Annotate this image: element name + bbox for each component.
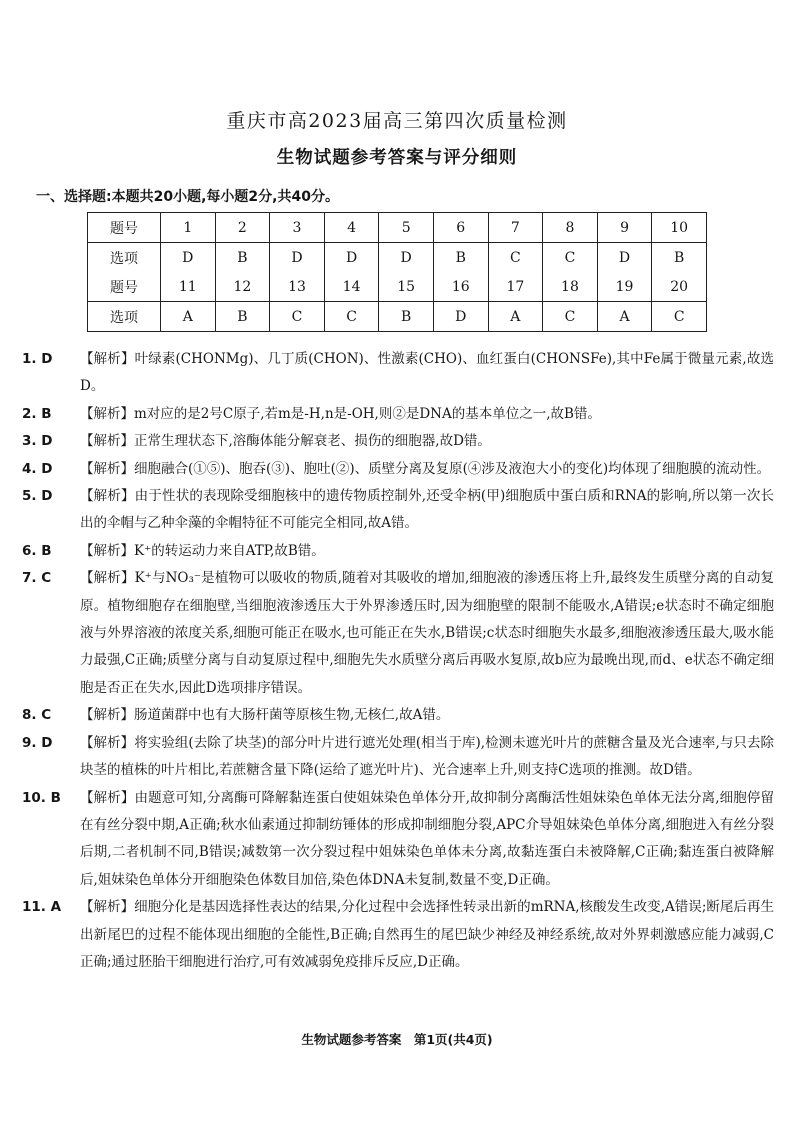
question-number-cell: 8 [543, 213, 598, 243]
explanation-item [22, 346, 774, 401]
answer-table-row-numbers-2 [88, 272, 707, 302]
answer-cell: A [161, 302, 216, 332]
question-number-cell: 15 [379, 272, 434, 302]
explanation-item [22, 401, 774, 428]
row-label-question: 题号 [88, 272, 161, 302]
question-number-cell: 3 [270, 213, 325, 243]
answer-cell: B [215, 243, 270, 273]
document-title: 重庆市高2023届高三第四次质量检测 [226, 110, 568, 132]
question-number-cell: 2 [215, 213, 270, 243]
explanation-number: 2. B [22, 405, 52, 422]
question-number-cell: 13 [270, 272, 325, 302]
answer-cell: C [324, 302, 379, 332]
explanation-text: 【解析】细胞分化是基因选择性表达的结果,分化过程中会选择性转录出新的mRNA,核酸发生改变,A错误;断尾后再生出新尾巴的过程不能体现出细胞的全能性,B正确;自然再生的尾巴缺少神经及神经系统,故对外界刺激感应能力减弱,C正确;通过胚胎干细胞进行治疗,可有效减弱免疫排斥反应,D正确。 [80, 899, 774, 970]
question-number-cell: 11 [161, 272, 216, 302]
question-number-cell: 5 [379, 213, 434, 243]
question-number-cell: 16 [433, 272, 488, 302]
explanation-text: 【解析】由题意可知,分离酶可降解黏连蛋白使姐妹染色单体分开,故抑制分离酶活性姐妹染色单体无法分离,细胞停留在有丝分裂中期,A正确;秋水仙素通过抑制纺锤体的形成抑制细胞分裂,APC介导姐妹染色单体分离,细胞进入有丝分裂后期,二者机制不同,B错误;减数第一次分裂过程中姐妹染色单体未分离,故黏连蛋白未被降解,C正确;黏连蛋白被降解后,姐妹染色单体分开细胞染色体数目加倍,染色体DNA未复制,数量不变,D正确。 [80, 789, 774, 888]
answer-cell: C [652, 302, 707, 332]
explanation-number: 6. B [22, 542, 52, 559]
answer-cell: D [270, 243, 325, 273]
question-number-cell: 9 [597, 213, 652, 243]
explanation-text: 【解析】将实验组(去除了块茎)的部分叶片进行遮光处理(相当于库),检测未遮光叶片的蔗糖含量及光合速率,与只去除块茎的植株的叶片相比,若蔗糖含量下降(运给了遮光叶片)、光合速率上升,则支持C选项的推测。故D错。 [80, 734, 774, 779]
answer-table [87, 212, 707, 332]
question-number-cell: 14 [324, 272, 379, 302]
question-number-cell: 20 [652, 272, 707, 302]
question-number-cell: 4 [324, 213, 379, 243]
question-number-cell: 1 [161, 213, 216, 243]
explanation-text: 【解析】m对应的是2号C原子,若m是-H,n是-OH,则②是DNA的基本单位之一,故B错。 [80, 405, 601, 422]
explanation-number: 9. D [22, 734, 53, 751]
answer-table-row-answers-2 [88, 302, 707, 332]
answer-cell: D [597, 243, 652, 273]
answer-cell: C [270, 302, 325, 332]
answer-table-row-answers-1 [88, 243, 707, 273]
explanation-number: 3. D [22, 433, 53, 450]
explanation-item [22, 894, 774, 976]
explanation-text: 【解析】K⁺的转运动力来自ATP,故B错。 [80, 542, 325, 559]
explanation-text: 【解析】K⁺与NO₃⁻是植物可以吸收的物质,随着对其吸收的增加,细胞液的渗透压将上升,最终发生质壁分离的自动复原。植物细胞存在细胞壁,当细胞液渗透压大于外界渗透压时,因为细胞壁的限制不能吸水,A错误;e状态时不确定细胞液与外界溶液的浓度关系,细胞可能正在吸水,也可能正在失水,B错误;c状态时细胞失水最多,细胞液渗透压最大,吸水能力最强,C正确;质壁分离与自动复原过程中,细胞先失水质壁分离后再吸水复原,故b应为最晚出现,而d、e状态不确定细胞是否正在失水,因此D选项排序错误。 [80, 570, 774, 696]
page-footer: 生物试题参考答案 第1页(共4页) [301, 1032, 493, 1047]
explanation-text: 【解析】正常生理状态下,溶酶体能分解衰老、损伤的细胞器,故D错。 [80, 433, 491, 450]
explanation-number: 1. D [22, 351, 53, 367]
question-number-cell: 17 [488, 272, 543, 302]
answer-cell: C [488, 243, 543, 273]
explanation-number: 10. B [22, 789, 61, 806]
answer-cell: B [652, 243, 707, 273]
question-number-cell: 19 [597, 272, 652, 302]
explanation-number: 4. D [22, 460, 53, 477]
document-subtitle: 生物试题参考答案与评分细则 [276, 148, 518, 168]
explanation-text: 【解析】肠道菌群中也有大肠杆菌等原核生物,无核仁,故A错。 [80, 707, 450, 724]
explanation-item [22, 428, 774, 455]
explanation-text: 【解析】由于性状的表现除受细胞核中的遗传物质控制外,还受伞柄(甲)细胞质中蛋白质和RNA的影响,所以第一次长出的伞帽与乙种伞藻的伞帽特征不可能完全相同,故A错。 [80, 488, 774, 532]
explanation-item [22, 483, 774, 538]
explanation-number: 11. A [22, 899, 62, 916]
explanation-item [22, 702, 774, 729]
question-number-cell: 18 [543, 272, 598, 302]
explanation-text: 【解析】叶绿素(CHONMg)、几丁质(CHON)、性激素(CHO)、血红蛋白(CHONSFe),其中Fe属于微量元素,故选D。 [80, 351, 774, 395]
answer-cell: A [488, 302, 543, 332]
explanation-text: 【解析】细胞融合(①⑤)、胞吞(③)、胞吐(②)、质壁分离及复原(④涉及液泡大小的变化)均体现了细胞膜的流动性。 [80, 460, 771, 477]
question-number-cell: 7 [488, 213, 543, 243]
answer-cell: B [379, 302, 434, 332]
answer-table-row-numbers-1 [88, 213, 707, 243]
row-label-option: 选项 [88, 302, 161, 332]
answer-cell: D [379, 243, 434, 273]
answer-cell: D [161, 243, 216, 273]
explanation-item [22, 456, 774, 483]
explanation-number: 7. C [22, 570, 52, 587]
explanation-number: 8. C [22, 707, 52, 724]
explanation-number: 5. D [22, 488, 53, 505]
question-number-cell: 12 [215, 272, 270, 302]
explanation-list [22, 346, 774, 976]
answer-cell: C [543, 243, 598, 273]
row-label-question: 题号 [88, 213, 161, 243]
answer-cell: A [597, 302, 652, 332]
explanation-item [22, 565, 774, 702]
answer-cell: D [433, 302, 488, 332]
explanation-item [22, 785, 774, 895]
explanation-item [22, 730, 774, 785]
question-number-cell: 10 [652, 213, 707, 243]
question-number-cell: 6 [433, 213, 488, 243]
answer-cell: C [543, 302, 598, 332]
row-label-option: 选项 [88, 243, 161, 273]
section-heading: 一、选择题:本题共20小题,每小题2分,共40分。 [36, 189, 339, 205]
answer-cell: B [433, 243, 488, 273]
explanation-item [22, 538, 774, 565]
answer-cell: B [215, 302, 270, 332]
answer-cell: D [324, 243, 379, 273]
